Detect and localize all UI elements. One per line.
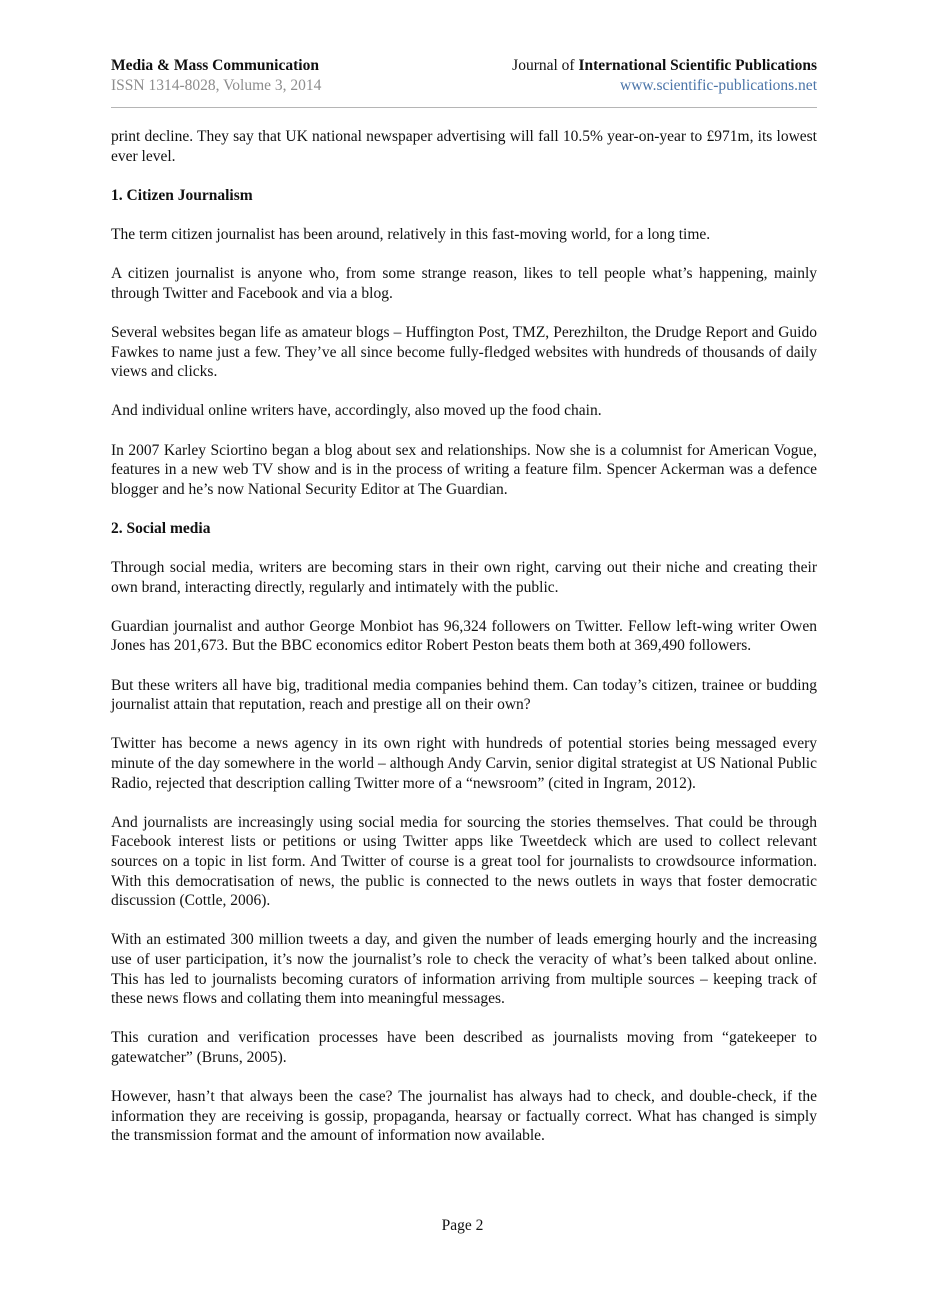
header-row-1 xyxy=(111,56,817,76)
paragraph: But these writers all have big, traditional media companies behind them. Can today’s citizen, trainee or budding journalist attain that reputation, reach and prestige all on their own? xyxy=(111,676,817,714)
journal-section-title: Media & Mass Communication xyxy=(111,57,319,74)
paragraph: And individual online writers have, accordingly, also moved up the food chain. xyxy=(111,402,602,420)
journal-name-bold: International Scientific Publications xyxy=(578,57,817,74)
page-number: Page 2 xyxy=(441,1217,484,1234)
header-divider xyxy=(111,107,817,108)
paragraph: A citizen journalist is anyone who, from some strange reason, likes to tell people what’s happening, mainly through Twitter and Facebook and via a blog. xyxy=(111,265,817,302)
paragraph: Through social media, writers are becoming stars in their own right, carving out their niche and creating their own brand, interacting directly, regularly and intimately with the public. xyxy=(111,559,817,596)
journal-website-link[interactable]: www.scientific-publications.net xyxy=(620,77,817,94)
section-heading-citizen-journalism: 1. Citizen Journalism xyxy=(111,186,253,204)
page-header xyxy=(111,56,817,96)
paragraph: With an estimated 300 million tweets a day, and given the number of leads emerging hourly and the increasing use of user participation, it’s now the journalist’s role to check the veracity of what’s been talked about online. This has led to journalists becoming curators of information arriving from multiple sources – keeping track of these news flows and collating them into meaningful messages. xyxy=(111,931,817,1008)
section-heading-social-media: 2. Social media xyxy=(111,519,211,537)
paragraph: Several websites began life as amateur blogs – Huffington Post, TMZ, Perezhilton, the Drudge Report and Guido Fawkes to name just a few. They’ve all since become fully-fledged websites with hundreds of thousands of daily views and clicks. xyxy=(111,323,817,381)
issn-volume: ISSN 1314-8028, Volume 3, 2014 xyxy=(111,77,322,94)
paragraph: And journalists are increasingly using social media for sourcing the stories themselves. That could be through Facebook interest lists or petitions or using Twitter apps like Tweetdeck which are used to collect relevant sources on a topic in list form. And Twitter of course is a great tool for journalists to crowdsource information. With this democratisation of news, the public is connected to the news outlets in ways that foster democratic discussion (Cottle, 2006). xyxy=(111,813,817,910)
header-row-2 xyxy=(111,76,817,96)
journal-name xyxy=(512,56,817,76)
paragraph: However, hasn’t that always been the case? The journalist has always had to check, and double-check, if the information they are receiving is gossip, propaganda, hearsay or factually correct. What has changed is simply the transmission format and the amount of information now available. xyxy=(111,1088,817,1145)
journal-name-prefix: Journal of xyxy=(512,57,579,74)
paragraph: This curation and verification processes have been described as journalists moving from “gatekeeper to gatewatcher” (Bruns, 2005). xyxy=(111,1029,817,1066)
article-body xyxy=(111,127,817,1165)
paragraph: Twitter has become a news agency in its own right with hundreds of potential stories being messaged every minute of the day somewhere in the world – although Andy Carvin, senior digital strategist at US National Public Radio, rejected that description calling Twitter more of a “newsroom” (cited in Ingram, 2012). xyxy=(111,735,817,792)
paragraph: The term citizen journalist has been around, relatively in this fast-moving world, for a long time. xyxy=(111,225,711,243)
paragraph: Guardian journalist and author George Monbiot has 96,324 followers on Twitter. Fellow left-wing writer Owen Jones has 201,673. But the BBC economics editor Robert Peston beats them both at 369,490 followers. xyxy=(111,617,817,655)
paragraph: print decline. They say that UK national newspaper advertising will fall 10.5% year-on-year to £971m, its lowest ever level. xyxy=(111,128,817,165)
paragraph: In 2007 Karley Sciortino began a blog about sex and relationships. Now she is a columnist for American Vogue, features in a new web TV show and is in the process of writing a feature film. Spencer Ackerman was a defence blogger and he’s now National Security Editor at The Guardian. xyxy=(111,441,817,498)
